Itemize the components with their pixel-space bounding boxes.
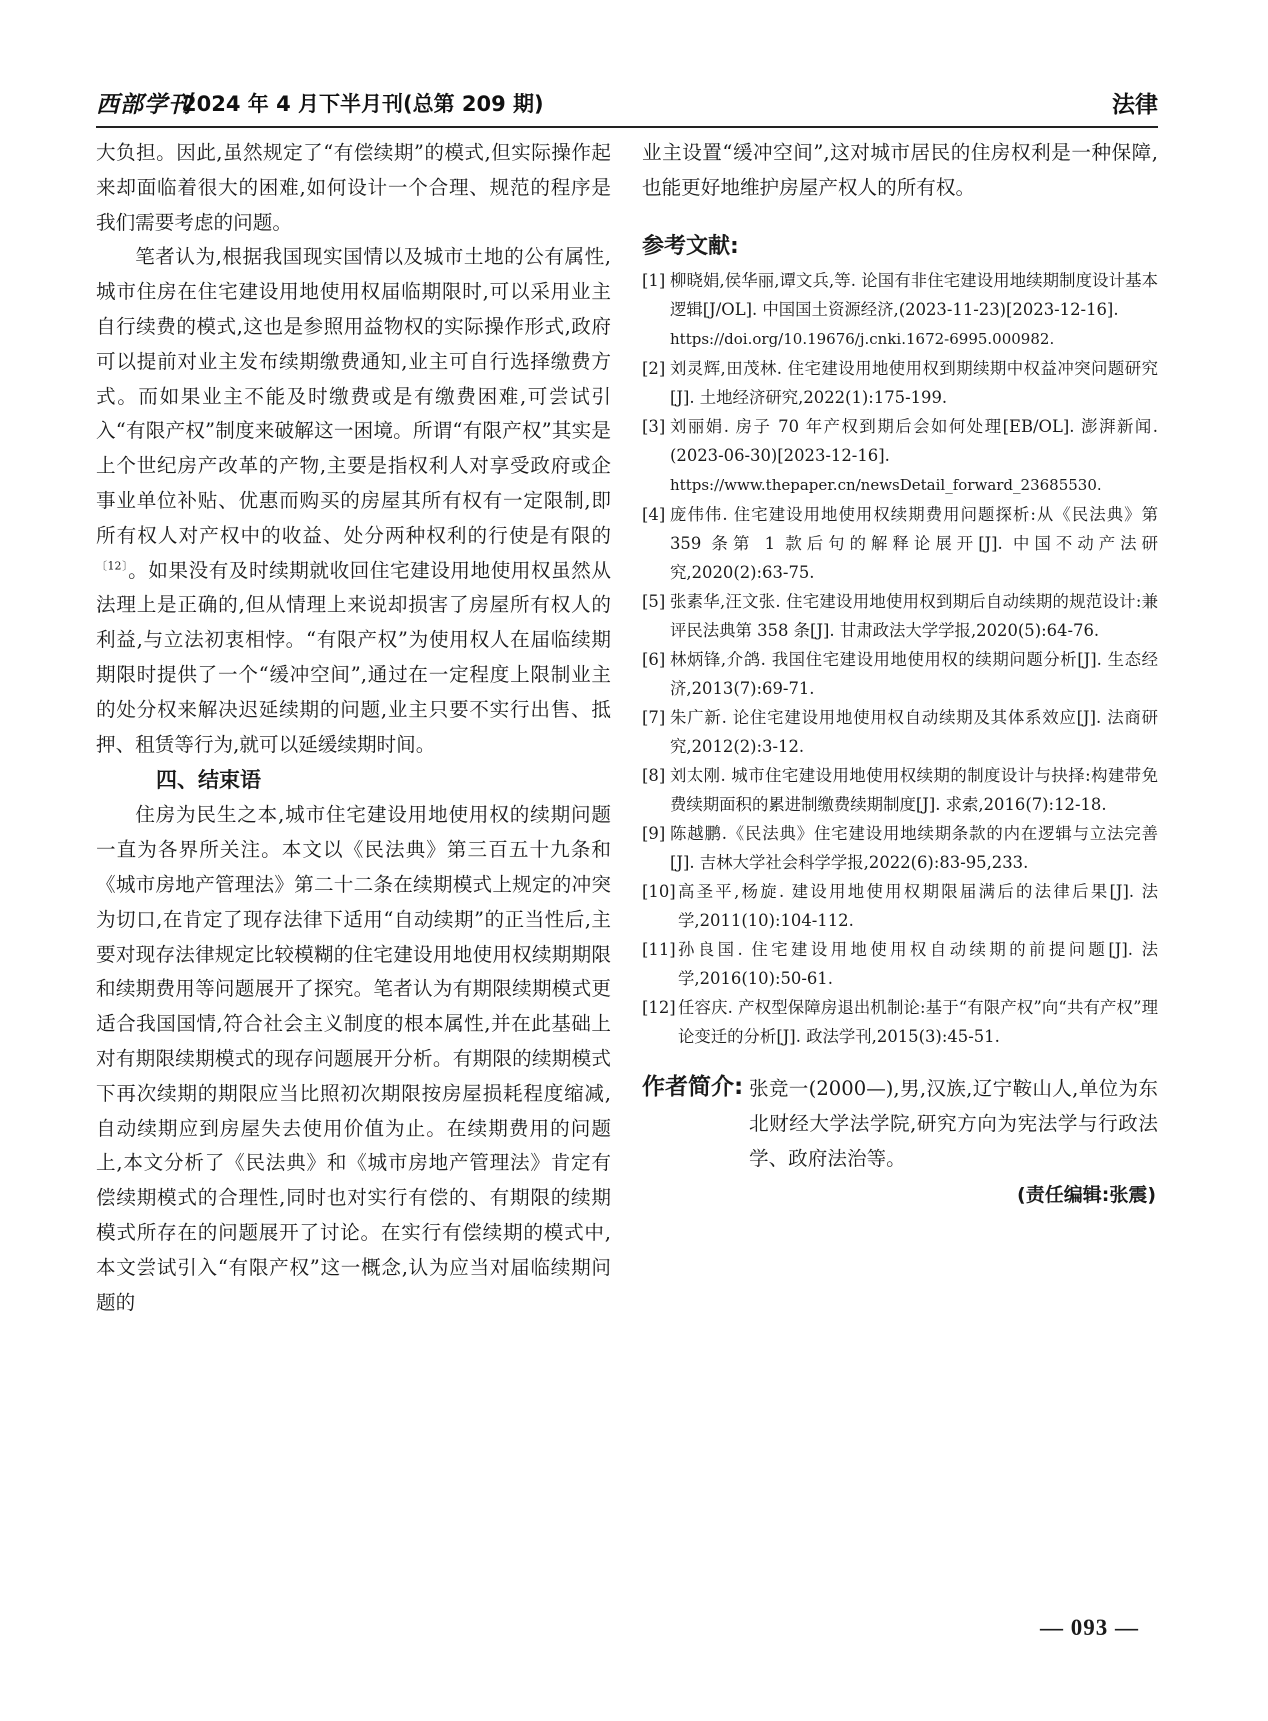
author-bio [642, 1071, 1158, 1176]
reference-text: 林炳锋,介鸽. 我国住宅建设用地使用权的续期问题分析[J]. 生态经济,2013(7):69-71. [670, 649, 1158, 698]
page-number: — 093 — [1040, 1615, 1139, 1640]
reference-item [642, 354, 1158, 412]
responsible-editor: (责任编辑:张震) [1017, 1183, 1156, 1206]
reference-url: https://www.thepaper.cn/newsDetail_forward_23685530. [670, 475, 1102, 494]
right-column [642, 136, 1158, 1207]
reference-number: [8] [642, 765, 666, 785]
reference-number: [1] [642, 270, 666, 290]
paragraph-text: 。如果没有及时续期就收回住宅建设用地使用权虽然从法理上是正确的,但从情理上来说却损害了房屋所有权人的利益,与立法初衷相悖。“有限产权”为使用权人在届临续期期限时提供了一个“缓冲空间”,通过在一定程度上限制业主的处分权来解决迟延续期的问题,业主只要不实行出售、抵押、租赁等行为,就可以延缓续期时间。 [96, 558, 612, 756]
issue-info: 2024 年 4 月下半月刊(总第 209 期) [182, 92, 544, 116]
body-paragraph: 业主设置“缓冲空间”,这对城市居民的住房权利是一种保障,也能更好地维护房屋产权人的所有权。 [642, 141, 1158, 199]
reference-number: [11] [642, 939, 676, 959]
reference-text: 柳晓娟,侯华丽,谭文兵,等. 论国有非住宅建设用地续期制度设计基本逻辑[J/OL]. 中国国土资源经济,(2023-11-23)[2023-12-16]. [670, 270, 1158, 319]
reference-number: [2] [642, 358, 666, 378]
left-column [96, 136, 611, 1320]
reference-number: [10] [642, 881, 676, 901]
reference-number: [6] [642, 649, 666, 669]
reference-text: 刘灵辉,田茂林. 住宅建设用地使用权到期续期中权益冲突问题研究[J]. 土地经济研究,2022(1):175-199. [670, 358, 1158, 407]
reference-text: 刘太刚. 城市住宅建设用地使用权续期的制度设计与抉择:构建带免费续期面积的累进制缴费续期制度[J]. 求索,2016(7):12-18. [670, 765, 1158, 814]
reference-item [642, 266, 1158, 354]
reference-number: [7] [642, 707, 666, 727]
reference-number: [9] [642, 823, 666, 843]
reference-item [642, 703, 1158, 761]
reference-text: 刘丽娟. 房子 70 年产权到期后会如何处理[EB/OL]. 澎湃新闻.(2023-06-30)[2023-12-16]. [670, 416, 1158, 465]
reference-number: [12] [642, 997, 676, 1017]
reference-item [642, 412, 1158, 500]
reference-item [642, 877, 1158, 935]
reference-text: 任容庆. 产权型保障房退出机制论:基于“有限产权”向“共有产权”理论变迁的分析[J]. 政法学刊,2015(3):45-51. [678, 997, 1158, 1046]
citation-marker: 〔12〕 [96, 559, 129, 573]
body-paragraph: 住房为民生之本,城市住宅建设用地使用权的续期问题一直为各界所关注。本文以《民法典》第三百五十九条和《城市房地产管理法》第二十二条在续期模式上规定的冲突为切口,在肯定了现存法律下适用“自动续期”的正当性后,主要对现存法律规定比较模糊的住宅建设用地使用权续期期限和续期费用等问题展开了探究。笔者认为有期限续期模式更适合我国国情,符合社会主义制度的根本属性,并在此基础上对有期限续期模式的现存问题展开分析。有期限的续期模式下再次续期的期限应当比照初次期限按房屋损耗程度缩减,自动续期应到房屋失去使用价值为止。在续期费用的问题上,本文分析了《民法典》和《城市房地产管理法》肯定有偿续期模式的合理性,同时也对实行有偿的、有期限的续期模式所存在的问题展开了讨论。在实行有偿续期的模式中,本文尝试引入“有限产权”这一概念,认为应当对届临续期问题的 [96, 803, 611, 1314]
reference-number: [4] [642, 504, 666, 524]
reference-item [642, 587, 1158, 645]
reference-item [642, 500, 1158, 587]
reference-text: 庞伟伟. 住宅建设用地使用权续期费用问题探析:从《民法典》第 359 条第 1 款后句的解释论展开[J]. 中国不动产法研究,2020(2):63-75. [670, 504, 1158, 582]
reference-number: [3] [642, 416, 666, 436]
reference-item [642, 645, 1158, 703]
header-rule [96, 126, 1158, 128]
reference-text: 高圣平,杨旋. 建设用地使用权期限届满后的法律后果[J]. 法学,2011(10):104-112. [678, 881, 1158, 930]
page-header [96, 86, 1158, 120]
section-label: 法律 [1112, 92, 1158, 118]
reference-text: 张素华,汪文张. 住宅建设用地使用权到期后自动续期的规范设计:兼评民法典第 358 条[J]. 甘肃政法大学学报,2020(5):64-76. [670, 591, 1158, 640]
reference-item [642, 993, 1158, 1051]
paragraph-text: 笔者认为,根据我国现实国情以及城市土地的公有属性,城市住房在住宅建设用地使用权届临期限时,可以采用业主自行续费的模式,这也是参照用益物权的实际操作形式,政府可以提前对业主发布续期缴费通知,业主可自行选择缴费方式。而如果业主不能及时缴费或是有缴费困难,可尝试引入“有限产权”制度来破解这一困境。所谓“有限产权”其实是上个世纪房产改革的产物,主要是指权利人对享受政府或企事业单位补贴、优惠而购买的房屋其所有权有一定限制,即所有权人对产权中的收益、处分两种权利的行使是有限的 [96, 245, 611, 547]
journal-logo: 西部学刊 [96, 91, 192, 118]
reference-item [642, 761, 1158, 819]
reference-item [642, 819, 1158, 877]
section-heading: 四、结束语 [156, 768, 261, 793]
body-paragraph [96, 240, 611, 762]
reference-list [642, 266, 1158, 1051]
reference-text: 朱广新. 论住宅建设用地使用权自动续期及其体系效应[J]. 法商研究,2012(2):3-12. [670, 707, 1158, 756]
reference-number: [5] [642, 591, 666, 611]
body-paragraph: 大负担。因此,虽然规定了“有偿续期”的模式,但实际操作起来却面临着很大的困难,如何设计一个合理、规范的程序是我们需要考虑的问题。 [96, 141, 611, 234]
author-bio-label: 作者简介: [642, 1073, 744, 1100]
reference-url: https://doi.org/10.19676/j.cnki.1672-6995.000982. [670, 329, 1055, 348]
reference-text: 孙良国. 住宅建设用地使用权自动续期的前提问题[J]. 法学,2016(10):50-61. [678, 939, 1158, 988]
author-bio-text: 张竞一(2000—),男,汉族,辽宁鞍山人,单位为东北财经大学法学院,研究方向为宪法学与行政法学、政府法治等。 [749, 1076, 1158, 1170]
references-title: 参考文献: [642, 233, 739, 259]
reference-item [642, 935, 1158, 993]
reference-text: 陈越鹏.《民法典》住宅建设用地续期条款的内在逻辑与立法完善[J]. 吉林大学社会科学学报,2022(6):83-95,233. [670, 823, 1158, 872]
